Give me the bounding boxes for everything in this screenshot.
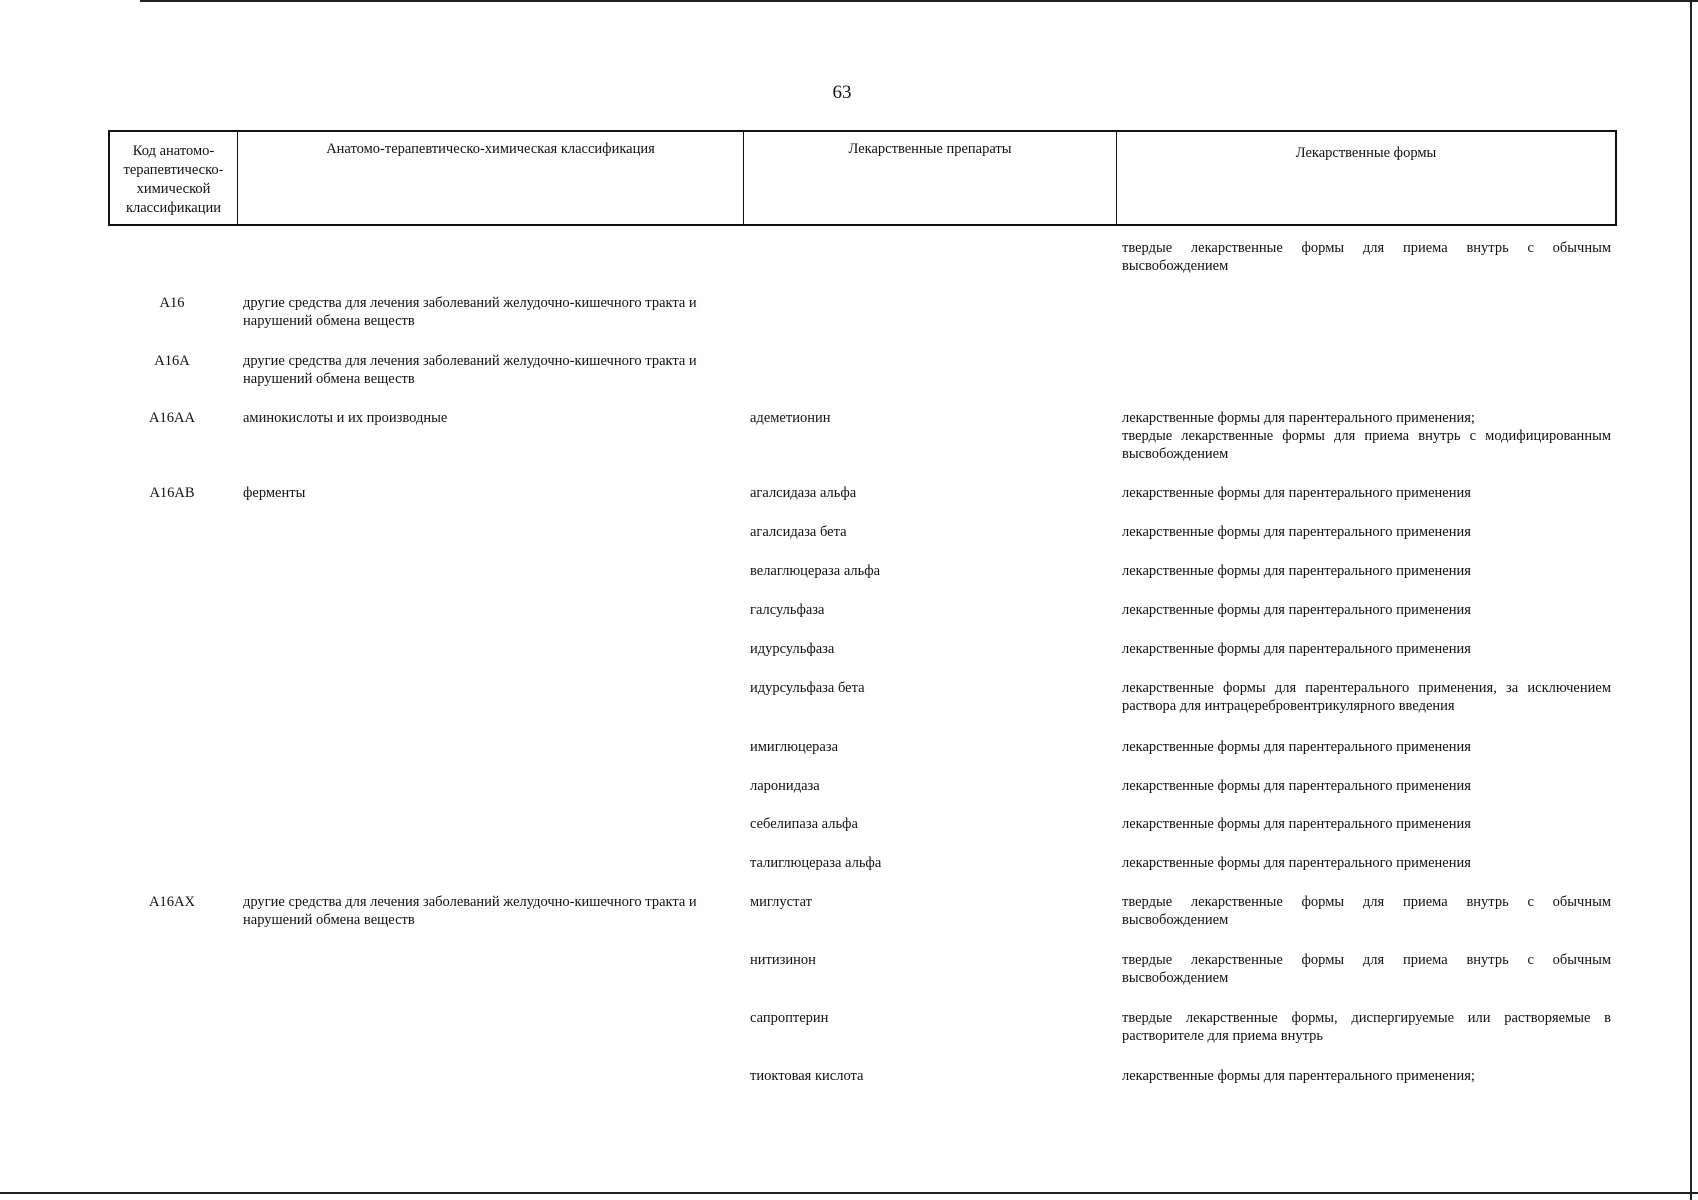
header-classification: Анатомо-терапевтическо-химическая классификация (238, 132, 744, 224)
drug-name: адеметионин (750, 410, 831, 426)
scan-border-right (1690, 0, 1692, 1200)
drug-name: талиглюцераза альфа (750, 855, 882, 871)
table-header (108, 130, 1617, 226)
atc-code: A16AB (149, 485, 195, 501)
dosage-form: лекарственные формы для парентерального применения (1122, 816, 1471, 832)
header-drugs: Лекарственные препараты (744, 132, 1117, 224)
drug-name: агалсидаза альфа (750, 485, 857, 501)
page-number: 63 (832, 82, 852, 103)
drug-name: велаглюцераза альфа (750, 563, 881, 579)
atc-classification: аминокислоты и их производные (243, 410, 448, 426)
drug-name: миглустат (750, 894, 812, 910)
drug-name: агалсидаза бета (750, 524, 847, 540)
drug-name: сапроптерин (750, 1010, 829, 1026)
atc-code: A16 (159, 295, 185, 311)
dosage-form: лекарственные формы для парентерального применения (1122, 739, 1471, 755)
dosage-form: твердые лекарственные формы, диспергируемые или растворяемые в растворителе для приема внутрь (1122, 1010, 1611, 1044)
dosage-form: лекарственные формы для парентерального применения (1122, 485, 1471, 501)
drug-name: идурсульфаза (750, 641, 835, 657)
drug-name: идурсульфаза бета (750, 680, 865, 696)
dosage-form: лекарственные формы для парентерального применения (1122, 641, 1471, 657)
header-forms: Лекарственные формы (1295, 145, 1437, 161)
dosage-form: твердые лекарственные формы для приема внутрь с модифицированным высвобождением (1122, 428, 1611, 462)
scan-border-bottom (0, 1192, 1698, 1194)
atc-code: A16AX (149, 894, 195, 910)
atc-classification: другие средства для лечения заболеваний желудочно-кишечного тракта и нарушений обмена веществ (243, 295, 697, 329)
drug-name: нитизинон (750, 952, 816, 968)
dosage-form: лекарственные формы для парентерального применения; (1122, 410, 1475, 426)
drug-name: ларонидаза (750, 778, 820, 794)
atc-classification: другие средства для лечения заболеваний желудочно-кишечного тракта и нарушений обмена веществ (243, 894, 697, 928)
dosage-form: лекарственные формы для парентерального применения, за исключением раствора для интрацеребровентрикулярного введения (1122, 680, 1611, 714)
drug-name: себелипаза альфа (750, 816, 858, 832)
atc-code: A16AA (149, 410, 195, 426)
dosage-form: твердые лекарственные формы для приема внутрь с обычным высвобождением (1122, 952, 1611, 986)
dosage-form-cell (1122, 409, 1611, 463)
dosage-form: лекарственные формы для парентерального применения (1122, 778, 1471, 794)
dosage-form: лекарственные формы для парентерального применения (1122, 602, 1471, 618)
dosage-form: лекарственные формы для парентерального применения (1122, 855, 1471, 871)
dosage-form: лекарственные формы для парентерального применения (1122, 563, 1471, 579)
atc-classification: ферменты (243, 485, 306, 501)
dosage-form: лекарственные формы для парентерального применения; (1122, 1068, 1475, 1084)
atc-classification: другие средства для лечения заболеваний желудочно-кишечного тракта и нарушений обмена веществ (243, 353, 697, 387)
atc-code: A16A (154, 353, 190, 369)
scan-border-top (140, 0, 1698, 2)
header-code: Код анатомо-терапевтическо-химической классификации (110, 132, 238, 224)
drug-name: тиоктовая кислота (750, 1068, 864, 1084)
drug-name: имиглюцераза (750, 739, 839, 755)
dosage-form: твердые лекарственные формы для приема внутрь с обычным высвобождением (1122, 240, 1611, 274)
dosage-form: твердые лекарственные формы для приема внутрь с обычным высвобождением (1122, 894, 1611, 928)
drug-name: галсульфаза (750, 602, 825, 618)
dosage-form: лекарственные формы для парентерального применения (1122, 524, 1471, 540)
